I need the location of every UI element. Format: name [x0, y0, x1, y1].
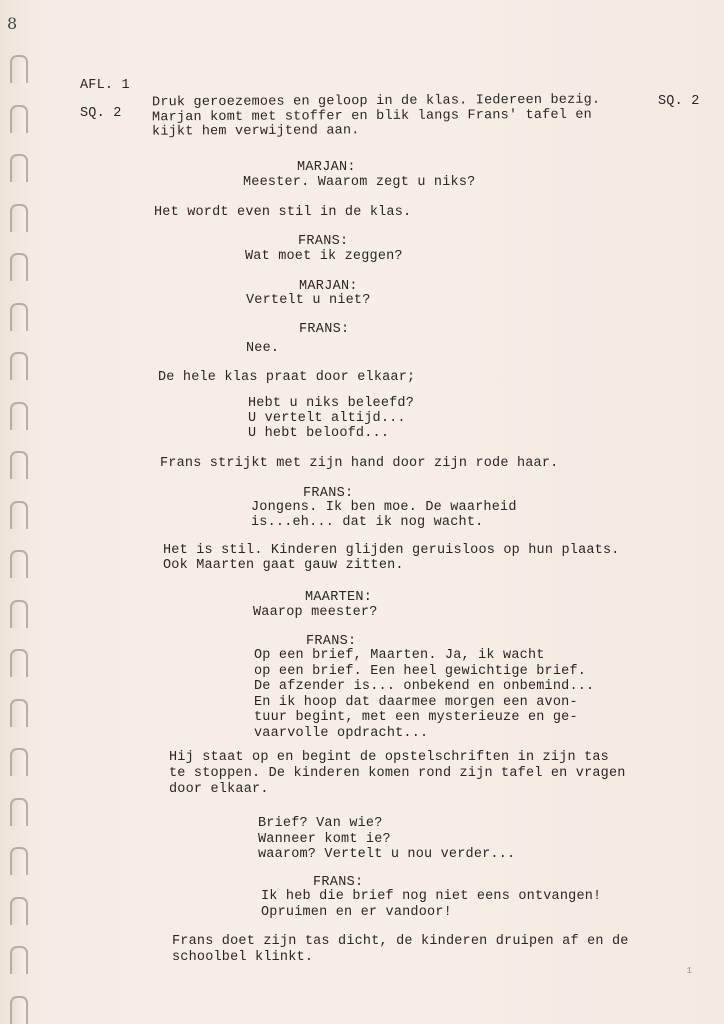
speaker-name: MARJAN:	[299, 279, 358, 294]
dialogue-line: Jongens. Ik ben moe. De waarheid	[251, 500, 517, 515]
binder-hole	[10, 154, 28, 182]
speaker-name: MARJAN:	[297, 160, 356, 175]
action-line: Marjan komt met stoffer en blik langs Frans' tafel en	[151, 107, 593, 126]
dialogue-line: U vertelt altijd...	[248, 411, 406, 426]
binder-hole	[10, 798, 28, 826]
binder-hole	[10, 996, 28, 1024]
dialogue-line: Vertelt u niet?	[246, 293, 371, 308]
dialogue-line: Nee.	[246, 341, 280, 356]
action-line: schoolbel klinkt.	[172, 950, 314, 965]
binder-hole	[10, 897, 28, 925]
dialogue-line: Wanneer komt ie?	[258, 831, 391, 847]
action-line: kijkt hem verwijtend aan.	[151, 123, 360, 140]
binder-hole	[10, 847, 28, 875]
action-line: door elkaar.	[169, 782, 269, 797]
dialogue-line: De afzender is... onbekend en onbemind...	[254, 679, 595, 694]
action-line: Frans doet zijn tas dicht, de kinderen druipen af en de	[172, 934, 629, 949]
binder-hole	[10, 352, 28, 380]
binder-hole	[10, 550, 28, 578]
binder-hole	[10, 204, 28, 232]
action-line: Het wordt even stil in de klas.	[154, 205, 412, 220]
speaker-name: FRANS:	[299, 322, 350, 337]
binder-hole	[10, 402, 28, 430]
dialogue-line: En ik hoop dat daarmee morgen een avon-	[254, 694, 578, 710]
action-line: Hij staat op en begint de opstelschriften in zijn tas	[169, 750, 609, 765]
binder-hole	[10, 699, 28, 727]
action-line: De hele klas praat door elkaar;	[158, 370, 416, 385]
sequence-left: SQ. 2	[80, 106, 122, 121]
dialogue-line: Ik heb die brief nog niet eens ontvangen!	[261, 889, 602, 904]
speaker-name: FRANS:	[303, 486, 354, 501]
dialogue-line: Wat moet ik zeggen?	[245, 249, 403, 264]
page-number: 8	[7, 14, 18, 33]
corner-mark: 1	[686, 966, 692, 976]
binder-hole	[10, 451, 28, 479]
dialogue-line: Opruimen en er vandoor!	[261, 905, 452, 920]
binder-hole	[10, 303, 28, 331]
episode-label: AFL. 1	[80, 78, 130, 93]
action-line: Ook Maarten gaat gauw zitten.	[163, 558, 404, 573]
sequence-right: SQ. 2	[658, 94, 700, 109]
action-line: te stoppen. De kinderen komen rond zijn tafel en vragen	[169, 766, 626, 781]
binder-hole	[10, 501, 28, 529]
speaker-name: MAARTEN:	[305, 590, 373, 605]
dialogue-line: Meester. Waarom zegt u niks?	[243, 175, 476, 190]
dialogue-line: Waarop meester?	[253, 605, 378, 620]
binder-hole	[10, 748, 28, 776]
dialogue-line: waarom? Vertelt u nou verder...	[258, 847, 516, 862]
action-line: Het is stil. Kinderen glijden geruisloos op hun plaats.	[163, 543, 620, 558]
dialogue-line: Brief? Van wie?	[258, 816, 383, 831]
binder-hole	[10, 649, 28, 677]
dialogue-line: Op een brief, Maarten. Ja, ik wacht	[254, 648, 545, 663]
binder-hole	[10, 600, 28, 628]
dialogue-line: U hebt beloofd...	[248, 426, 390, 441]
speaker-name: FRANS:	[313, 875, 364, 890]
speaker-name: FRANS:	[306, 634, 357, 649]
action-line: Frans strijkt met zijn hand door zijn rode haar.	[160, 456, 559, 471]
dialogue-line: tuur begint, met een mysterieuze en ge-	[254, 710, 578, 725]
binder-holes	[0, 0, 40, 1024]
dialogue-line: vaarvolle opdracht...	[254, 725, 429, 741]
binder-hole	[10, 946, 28, 974]
speaker-name: FRANS:	[298, 234, 349, 249]
dialogue-line: Hebt u niks beleefd?	[248, 396, 415, 411]
binder-hole	[10, 105, 28, 133]
binder-hole	[10, 253, 28, 281]
dialogue-line: op een brief. Een heel gewichtige brief.	[254, 663, 587, 679]
action-line: Druk geroezemoes en geloop in de klas. Iedereen bezig.	[151, 92, 601, 111]
binder-hole	[10, 55, 28, 83]
dialogue-line: is...eh... dat ik nog wacht.	[251, 515, 484, 530]
